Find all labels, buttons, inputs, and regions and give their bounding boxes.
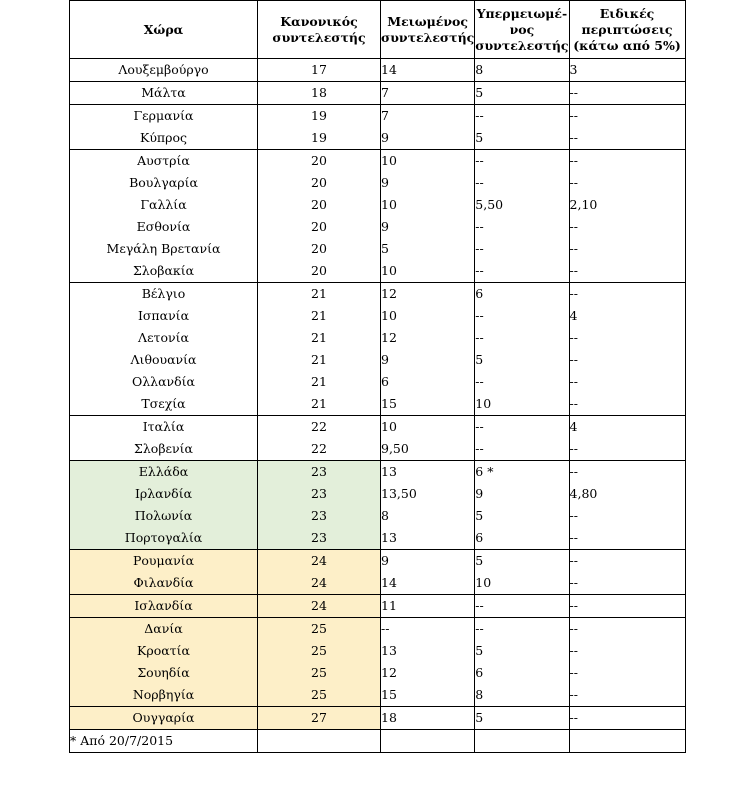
super-reduced-rate-cell: 6 xyxy=(475,527,569,550)
super-reduced-rate-cell: -- xyxy=(475,238,569,260)
super-reduced-rate-cell: -- xyxy=(475,595,569,618)
special-cases-cell: 4 xyxy=(569,305,685,327)
footnote-empty-cell xyxy=(569,730,685,753)
standard-rate-cell: 20 xyxy=(258,260,381,283)
super-reduced-rate-cell: 10 xyxy=(475,572,569,595)
standard-rate-cell: 17 xyxy=(258,59,381,82)
reduced-rate-cell: 9 xyxy=(381,127,475,150)
special-cases-cell: -- xyxy=(569,238,685,260)
standard-rate-cell: 21 xyxy=(258,327,381,349)
standard-rate-cell: 27 xyxy=(258,707,381,730)
country-cell: Λουξεμβούργο xyxy=(70,59,258,82)
special-cases-cell: -- xyxy=(569,662,685,684)
super-reduced-rate-cell: 5 xyxy=(475,550,569,573)
table-row xyxy=(70,283,686,306)
reduced-rate-cell: 10 xyxy=(381,305,475,327)
special-cases-cell: -- xyxy=(569,349,685,371)
special-cases-cell: -- xyxy=(569,527,685,550)
reduced-rate-cell: 9 xyxy=(381,550,475,573)
super-reduced-rate-cell: 9 xyxy=(475,483,569,505)
country-cell: Σουηδία xyxy=(70,662,258,684)
footnote-empty-cell xyxy=(258,730,381,753)
super-reduced-rate-cell: -- xyxy=(475,150,569,173)
super-reduced-rate-cell: 5 xyxy=(475,640,569,662)
reduced-rate-cell: 15 xyxy=(381,684,475,707)
country-cell: Ιταλία xyxy=(70,416,258,439)
super-reduced-rate-cell: -- xyxy=(475,260,569,283)
header-reduced-rate: Μειωμένος συντελεστής xyxy=(381,1,475,59)
special-cases-cell: -- xyxy=(569,283,685,306)
special-cases-cell: 2,10 xyxy=(569,194,685,216)
standard-rate-cell: 25 xyxy=(258,640,381,662)
standard-rate-cell: 25 xyxy=(258,618,381,641)
standard-rate-cell: 20 xyxy=(258,238,381,260)
footnote-empty-cell xyxy=(381,730,475,753)
table-row xyxy=(70,105,686,128)
table-row xyxy=(70,150,686,173)
table-row xyxy=(70,260,686,283)
special-cases-cell: -- xyxy=(569,105,685,128)
standard-rate-cell: 24 xyxy=(258,550,381,573)
special-cases-cell: -- xyxy=(569,260,685,283)
country-cell: Ολλανδία xyxy=(70,371,258,393)
reduced-rate-cell: 12 xyxy=(381,283,475,306)
header-special-cases: Ειδικές περιπτώσεις (κάτω από 5%) xyxy=(569,1,685,59)
country-cell: Ουγγαρία xyxy=(70,707,258,730)
special-cases-cell: 3 xyxy=(569,59,685,82)
reduced-rate-cell: -- xyxy=(381,618,475,641)
country-cell: Μεγάλη Βρετανία xyxy=(70,238,258,260)
table-row xyxy=(70,371,686,393)
reduced-rate-cell: 10 xyxy=(381,194,475,216)
table-row xyxy=(70,640,686,662)
country-cell: Τσεχία xyxy=(70,393,258,416)
table-row xyxy=(70,483,686,505)
country-cell: Εσθονία xyxy=(70,216,258,238)
special-cases-cell: -- xyxy=(569,461,685,484)
special-cases-cell: -- xyxy=(569,438,685,461)
footnote-row xyxy=(70,730,686,753)
reduced-rate-cell: 8 xyxy=(381,505,475,527)
special-cases-cell: -- xyxy=(569,393,685,416)
reduced-rate-cell: 13 xyxy=(381,640,475,662)
country-cell: Κροατία xyxy=(70,640,258,662)
reduced-rate-cell: 12 xyxy=(381,662,475,684)
reduced-rate-cell: 9,50 xyxy=(381,438,475,461)
standard-rate-cell: 23 xyxy=(258,527,381,550)
table-row xyxy=(70,216,686,238)
country-cell: Γερμανία xyxy=(70,105,258,128)
special-cases-cell: -- xyxy=(569,216,685,238)
country-cell: Ιρλανδία xyxy=(70,483,258,505)
standard-rate-cell: 21 xyxy=(258,371,381,393)
country-cell: Πολωνία xyxy=(70,505,258,527)
country-cell: Βέλγιο xyxy=(70,283,258,306)
footnote-empty-cell xyxy=(475,730,569,753)
super-reduced-rate-cell: 8 xyxy=(475,59,569,82)
special-cases-cell: -- xyxy=(569,572,685,595)
special-cases-cell: -- xyxy=(569,82,685,105)
country-cell: Νορβηγία xyxy=(70,684,258,707)
super-reduced-rate-cell: 5 xyxy=(475,127,569,150)
standard-rate-cell: 21 xyxy=(258,305,381,327)
reduced-rate-cell: 10 xyxy=(381,150,475,173)
special-cases-cell: 4,80 xyxy=(569,483,685,505)
table-row xyxy=(70,393,686,416)
country-cell: Ισπανία xyxy=(70,305,258,327)
country-cell: Δανία xyxy=(70,618,258,641)
super-reduced-rate-cell: 8 xyxy=(475,684,569,707)
country-cell: Αυστρία xyxy=(70,150,258,173)
table-row xyxy=(70,82,686,105)
super-reduced-rate-cell: 6 xyxy=(475,662,569,684)
reduced-rate-cell: 14 xyxy=(381,59,475,82)
table-row xyxy=(70,550,686,573)
standard-rate-cell: 20 xyxy=(258,150,381,173)
standard-rate-cell: 20 xyxy=(258,172,381,194)
standard-rate-cell: 24 xyxy=(258,595,381,618)
table-row xyxy=(70,662,686,684)
table-row xyxy=(70,238,686,260)
table-row xyxy=(70,416,686,439)
special-cases-cell: -- xyxy=(569,172,685,194)
standard-rate-cell: 21 xyxy=(258,283,381,306)
header-row xyxy=(70,1,686,59)
special-cases-cell: -- xyxy=(569,550,685,573)
special-cases-cell: 4 xyxy=(569,416,685,439)
reduced-rate-cell: 6 xyxy=(381,371,475,393)
reduced-rate-cell: 15 xyxy=(381,393,475,416)
standard-rate-cell: 18 xyxy=(258,82,381,105)
super-reduced-rate-cell: -- xyxy=(475,438,569,461)
super-reduced-rate-cell: -- xyxy=(475,305,569,327)
standard-rate-cell: 20 xyxy=(258,194,381,216)
super-reduced-rate-cell: 6 xyxy=(475,283,569,306)
standard-rate-cell: 21 xyxy=(258,349,381,371)
special-cases-cell: -- xyxy=(569,640,685,662)
reduced-rate-cell: 12 xyxy=(381,327,475,349)
table-row xyxy=(70,305,686,327)
super-reduced-rate-cell: 10 xyxy=(475,393,569,416)
country-cell: Ρουμανία xyxy=(70,550,258,573)
country-cell: Λετονία xyxy=(70,327,258,349)
reduced-rate-cell: 10 xyxy=(381,260,475,283)
standard-rate-cell: 19 xyxy=(258,127,381,150)
table-row xyxy=(70,684,686,707)
vat-rates-table xyxy=(69,0,686,753)
reduced-rate-cell: 10 xyxy=(381,416,475,439)
reduced-rate-cell: 13 xyxy=(381,527,475,550)
super-reduced-rate-cell: 5 xyxy=(475,707,569,730)
reduced-rate-cell: 13 xyxy=(381,461,475,484)
special-cases-cell: -- xyxy=(569,505,685,527)
table-row xyxy=(70,505,686,527)
standard-rate-cell: 23 xyxy=(258,505,381,527)
special-cases-cell: -- xyxy=(569,127,685,150)
table-row xyxy=(70,595,686,618)
country-cell: Ισλανδία xyxy=(70,595,258,618)
standard-rate-cell: 23 xyxy=(258,461,381,484)
reduced-rate-cell: 7 xyxy=(381,82,475,105)
table-row xyxy=(70,438,686,461)
super-reduced-rate-cell: 5 xyxy=(475,82,569,105)
super-reduced-rate-cell: -- xyxy=(475,327,569,349)
table-row xyxy=(70,127,686,150)
standard-rate-cell: 22 xyxy=(258,416,381,439)
standard-rate-cell: 19 xyxy=(258,105,381,128)
super-reduced-rate-cell: -- xyxy=(475,216,569,238)
table-row xyxy=(70,527,686,550)
reduced-rate-cell: 9 xyxy=(381,216,475,238)
country-cell: Φιλανδία xyxy=(70,572,258,595)
reduced-rate-cell: 13,50 xyxy=(381,483,475,505)
standard-rate-cell: 25 xyxy=(258,684,381,707)
table-row xyxy=(70,194,686,216)
header-super-reduced-rate: Υπερμειωμέ- νος συντελεστής xyxy=(475,1,569,59)
super-reduced-rate-cell: 5 xyxy=(475,349,569,371)
special-cases-cell: -- xyxy=(569,595,685,618)
super-reduced-rate-cell: -- xyxy=(475,371,569,393)
reduced-rate-cell: 9 xyxy=(381,172,475,194)
table-row xyxy=(70,461,686,484)
special-cases-cell: -- xyxy=(569,684,685,707)
table-row xyxy=(70,59,686,82)
table-row xyxy=(70,327,686,349)
reduced-rate-cell: 5 xyxy=(381,238,475,260)
country-cell: Μάλτα xyxy=(70,82,258,105)
special-cases-cell: -- xyxy=(569,150,685,173)
special-cases-cell: -- xyxy=(569,707,685,730)
standard-rate-cell: 24 xyxy=(258,572,381,595)
header-standard-rate: Κανονικός συντελεστής xyxy=(258,1,381,59)
reduced-rate-cell: 7 xyxy=(381,105,475,128)
table-row xyxy=(70,618,686,641)
country-cell: Κύπρος xyxy=(70,127,258,150)
standard-rate-cell: 21 xyxy=(258,393,381,416)
reduced-rate-cell: 18 xyxy=(381,707,475,730)
footnote: * Από 20/7/2015 xyxy=(70,730,258,753)
country-cell: Ελλάδα xyxy=(70,461,258,484)
country-cell: Γαλλία xyxy=(70,194,258,216)
reduced-rate-cell: 11 xyxy=(381,595,475,618)
standard-rate-cell: 22 xyxy=(258,438,381,461)
super-reduced-rate-cell: -- xyxy=(475,105,569,128)
table-row xyxy=(70,172,686,194)
reduced-rate-cell: 14 xyxy=(381,572,475,595)
country-cell: Σλοβακία xyxy=(70,260,258,283)
table-row xyxy=(70,349,686,371)
super-reduced-rate-cell: -- xyxy=(475,416,569,439)
country-cell: Σλοβενία xyxy=(70,438,258,461)
country-cell: Βουλγαρία xyxy=(70,172,258,194)
special-cases-cell: -- xyxy=(569,327,685,349)
super-reduced-rate-cell: 5,50 xyxy=(475,194,569,216)
table-row xyxy=(70,707,686,730)
super-reduced-rate-cell: -- xyxy=(475,618,569,641)
standard-rate-cell: 25 xyxy=(258,662,381,684)
super-reduced-rate-cell: 6 * xyxy=(475,461,569,484)
standard-rate-cell: 23 xyxy=(258,483,381,505)
standard-rate-cell: 20 xyxy=(258,216,381,238)
country-cell: Λιθουανία xyxy=(70,349,258,371)
super-reduced-rate-cell: -- xyxy=(475,172,569,194)
reduced-rate-cell: 9 xyxy=(381,349,475,371)
super-reduced-rate-cell: 5 xyxy=(475,505,569,527)
country-cell: Πορτογαλία xyxy=(70,527,258,550)
header-country: Χώρα xyxy=(70,1,258,59)
table-row xyxy=(70,572,686,595)
special-cases-cell: -- xyxy=(569,371,685,393)
special-cases-cell: -- xyxy=(569,618,685,641)
